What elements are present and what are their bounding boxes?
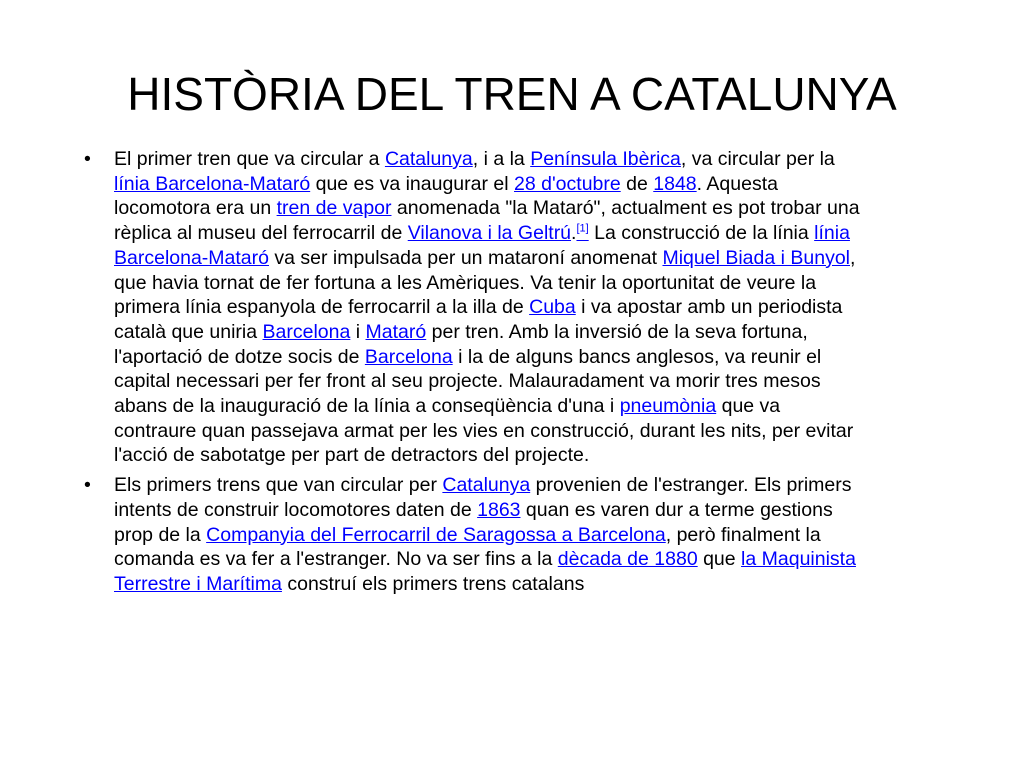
text-link[interactable] bbox=[576, 222, 588, 244]
text-link[interactable]: tren de vapor bbox=[276, 197, 392, 220]
text-run: , però finalment la comanda es va fer a l'estranger. No va ser fins a la bbox=[114, 523, 821, 571]
text-link[interactable]: Cuba bbox=[529, 296, 576, 319]
text-run: de bbox=[620, 172, 654, 195]
text-run: quan es varen dur a terme gestions prop de la bbox=[114, 498, 833, 546]
text-run: . bbox=[571, 222, 577, 245]
text-link[interactable]: línia Barcelona-Mataró bbox=[114, 222, 850, 269]
text-run: provenien de l'estranger. Els primers intents de construir locomotores daten de bbox=[114, 474, 852, 521]
text-run: , que havia tornat de fer fortuna a les Amèriques. Va tenir la oportunitat de veure la primera línia espanyola de ferrocarril a la illa de bbox=[114, 246, 856, 319]
text-link[interactable]: Catalunya bbox=[384, 148, 473, 170]
text-run: va ser impulsada per un mataroní anomenat bbox=[269, 246, 663, 269]
text-run: La construcció de la línia bbox=[588, 222, 815, 245]
slide-title: HISTÒRIA DEL TREN A CATALUNYA bbox=[127, 68, 897, 120]
bullet-icon: • bbox=[84, 148, 91, 170]
text-run: que es va inaugurar el bbox=[310, 172, 514, 195]
text-link[interactable]: Barcelona bbox=[364, 345, 453, 368]
text-link[interactable]: 1863 bbox=[477, 498, 521, 521]
text-link[interactable]: Catalunya bbox=[442, 474, 531, 497]
text-run: i va apostar amb un periodista català que uniria bbox=[114, 296, 843, 343]
text-run: construí els primers trens catalans bbox=[281, 572, 585, 595]
footnote-ref[interactable]: [1] bbox=[576, 222, 589, 235]
bullet-text bbox=[114, 148, 860, 466]
text-run: per tren. Amb la inversió de la seva fortuna, l'aportació de dotze socis de bbox=[114, 320, 808, 368]
text-link[interactable]: línia Barcelona-Mataró bbox=[114, 172, 311, 195]
text-link[interactable]: Vilanova i la Geltrú bbox=[407, 222, 572, 245]
text-run: i bbox=[350, 320, 366, 343]
text-run: que va contraure quan passejava armat per les vies en construcció, durant les nits, per evitar l'acció de sabotatge per part de detractors del projecte. bbox=[114, 395, 854, 467]
text-run: que bbox=[697, 548, 742, 571]
text-run: i la de alguns bancs anglesos, va reunir el capital necessari per fer front al seu projecte. Malauradament va morir tres mesos abans de la inauguració de la línia a conseqüència d'una i bbox=[114, 345, 822, 418]
text-run: Els primers trens que van circular per bbox=[114, 474, 443, 497]
text-link[interactable]: Miquel Biada i Bunyol bbox=[662, 246, 850, 269]
bullet-icon: • bbox=[84, 474, 91, 497]
text-link[interactable]: dècada de 1880 bbox=[557, 548, 698, 571]
text-link[interactable]: pneumònia bbox=[619, 395, 717, 418]
text-run: . Aquesta locomotora era un bbox=[114, 172, 778, 220]
text-link[interactable]: 1848 bbox=[653, 172, 697, 195]
text-link[interactable]: Península Ibèrica bbox=[530, 148, 681, 170]
text-run: , i a la bbox=[472, 148, 531, 170]
bullet-paragraph bbox=[84, 147, 864, 468]
bullet-paragraph bbox=[84, 473, 864, 597]
text-link[interactable]: la Maquinista Terrestre i Marítima bbox=[114, 548, 856, 595]
text-run: , va circular per la bbox=[680, 148, 835, 170]
text-run: anomenada "la Mataró", actualment es pot trobar una rèplica al museu del ferrocarril de bbox=[114, 197, 860, 245]
text-link[interactable]: Barcelona bbox=[262, 320, 351, 343]
text-link[interactable]: 28 d'octubre bbox=[514, 172, 621, 195]
text-run: El primer tren que va circular a bbox=[114, 148, 385, 170]
bullet-text bbox=[114, 474, 856, 595]
bullet-list bbox=[84, 147, 864, 602]
text-link[interactable]: Mataró bbox=[365, 320, 427, 343]
text-link[interactable]: Companyia del Ferrocarril de Saragossa a Barcelona bbox=[206, 523, 666, 546]
